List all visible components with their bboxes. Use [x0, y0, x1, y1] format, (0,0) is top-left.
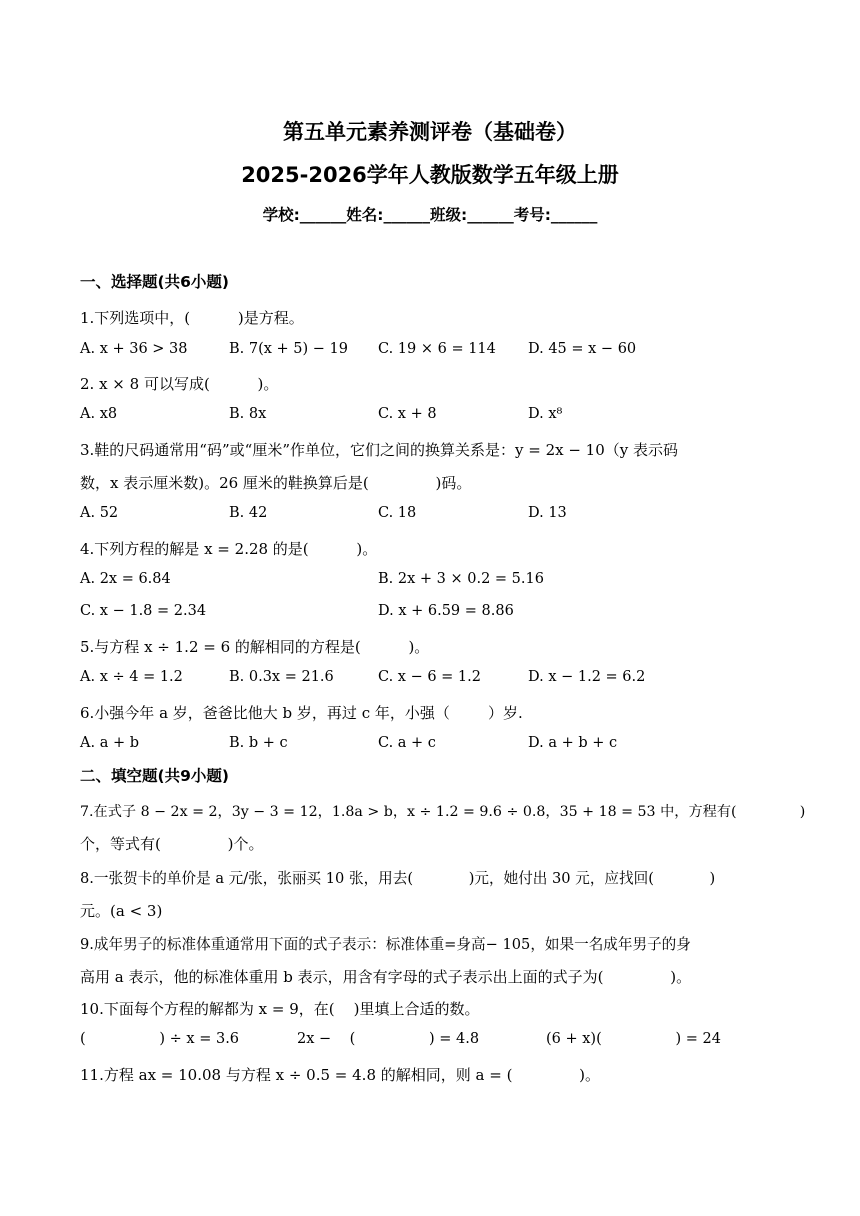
question-10-stem: 10.下面每个方程的解都为 x = 9，在( )里填上合适的数。 — [80, 1000, 480, 1018]
question-5-option-a: A. x ÷ 4 = 1.2 — [80, 669, 183, 685]
question-6-option-a: A. a + b — [80, 735, 139, 751]
question-5-stem: 5.与方程 x ÷ 1.2 = 6 的解相同的方程是( )。 — [80, 638, 430, 656]
question-2-option-b: B. 8x — [229, 406, 267, 422]
question-6-option-c: C. a + c — [378, 735, 436, 751]
question-5-option-d: D. x − 1.2 = 6.2 — [528, 669, 646, 685]
question-3-option-c: C. 18 — [378, 505, 417, 521]
question-10-blank-2: 2x − ( ) = 4.8 — [297, 1031, 480, 1047]
question-6-option-b: B. b + c — [229, 735, 288, 751]
question-1-option-a: A. x + 36 > 38 — [80, 341, 188, 357]
question-8-line-2: 元。(a < 3) — [80, 902, 163, 920]
section-heading-fill: 二、填空题(共9小题) — [80, 767, 229, 785]
page-title: 第五单元素养测评卷（基础卷） — [283, 120, 577, 144]
question-3-line-2: 数，x 表示厘米数)。26 厘米的鞋换算后是( )码。 — [80, 474, 472, 492]
student-info-line: 学校:______姓名:______班级:______考号:______ — [262, 206, 598, 224]
question-6-stem: 6.小强今年 a 岁，爸爸比他大 b 岁，再过 c 年，小强（ ）岁. — [80, 704, 523, 722]
question-5-option-c: C. x − 6 = 1.2 — [378, 669, 481, 685]
question-6-option-d: D. a + b + c — [528, 735, 618, 751]
question-2-option-d: D. x⁸ — [528, 406, 563, 422]
question-7-line-2: 个，等式有( )个。 — [80, 835, 264, 853]
question-4-option-b: B. 2x + 3 × 0.2 = 5.16 — [378, 571, 544, 587]
page-subtitle: 2025-2026学年人教版数学五年级上册 — [241, 163, 619, 187]
question-2-stem: 2. x × 8 可以写成( )。 — [80, 375, 279, 393]
question-1-option-d: D. 45 = x − 60 — [528, 341, 637, 357]
question-9-line-1: 9.成年男子的标准体重通常用下面的式子表示：标准体重=身高− 105，如果一名成年男子的身 — [80, 936, 691, 953]
question-2-option-c: C. x + 8 — [378, 406, 437, 422]
question-8-line-1: 8.一张贺卡的单价是 a 元/张，张丽买 10 张，用去( )元，她付出 30 元，应找回( ) — [80, 870, 716, 887]
question-4-stem: 4.下列方程的解是 x = 2.28 的是( )。 — [80, 540, 378, 558]
question-7-line-1: 7.在式子 8 − 2x = 2，3y − 3 = 12，1.8a > b，x ÷ 1.2 = 9.6 ÷ 0.8，35 + 18 = 53 中，方程有( ) — [80, 804, 806, 820]
question-1-option-c: C. 19 × 6 = 114 — [378, 341, 496, 357]
section-heading-choice: 一、选择题(共6小题) — [80, 273, 229, 291]
question-4-option-a: A. 2x = 6.84 — [80, 571, 171, 587]
question-1-option-b: B. 7(x + 5) − 19 — [229, 341, 349, 357]
question-3-option-b: B. 42 — [229, 505, 268, 521]
question-10-blank-1: ( ) ÷ x = 3.6 — [80, 1031, 240, 1047]
question-3-option-a: A. 52 — [80, 505, 119, 521]
question-9-line-2: 高用 a 表示，他的标准体重用 b 表示，用含有字母的式子表示出上面的式子为( )。 — [80, 968, 692, 986]
question-3-option-d: D. 13 — [528, 505, 567, 521]
question-1-stem: 1.下列选项中，( )是方程。 — [80, 309, 304, 327]
question-11-stem: 11.方程 ax = 10.08 与方程 x ÷ 0.5 = 4.8 的解相同，则 a = ( )。 — [80, 1066, 601, 1084]
question-2-option-a: A. x8 — [80, 406, 118, 422]
question-10-blank-3: (6 + x)( ) = 24 — [546, 1031, 721, 1047]
question-3-line-1: 3.鞋的尺码通常用“码”或“厘米”作单位，它们之间的换算关系是：y = 2x − 10（y 表示码 — [80, 441, 679, 459]
question-5-option-b: B. 0.3x = 21.6 — [229, 669, 334, 685]
question-4-option-c: C. x − 1.8 = 2.34 — [80, 603, 207, 619]
question-4-option-d: D. x + 6.59 = 8.86 — [378, 603, 514, 619]
